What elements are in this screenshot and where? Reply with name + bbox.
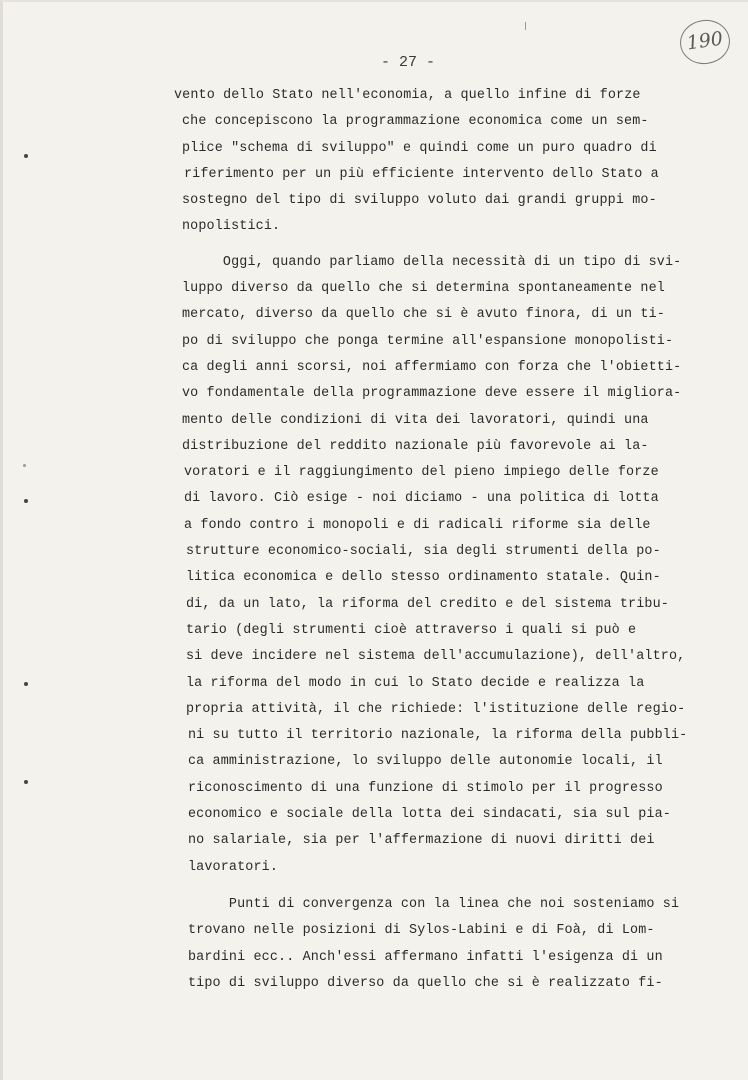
text-line: tipo di sviluppo diverso da quello che si è realizzato fi- (188, 975, 663, 991)
text-line: strutture economico-sociali, sia degli strumenti della po- (186, 544, 661, 560)
text-line: bardini ecc.. Anch'essi affermano infatti l'esigenza di un (188, 949, 663, 965)
margin-hole-mark (24, 499, 28, 503)
paragraph-1 (174, 83, 726, 241)
text-line: la riforma del modo in cui lo Stato decide e realizza la (186, 675, 645, 691)
margin-hole-mark (24, 682, 28, 686)
text-line: Oggi, quando parliamo della necessità di un tipo di svi- (182, 254, 682, 270)
text-line: trovano nelle posizioni di Sylos-Labini e di Foà, di Lom- (188, 923, 655, 939)
typewritten-body (174, 83, 726, 997)
text-line: a fondo contro i monopoli e di radicali riforme sia delle (184, 517, 651, 533)
archive-page-stamp: 190 (677, 17, 733, 68)
margin-hole-mark (24, 780, 28, 784)
text-line: luppo diverso da quello che si determina spontaneamente nel (182, 281, 665, 297)
text-line: sostegno del tipo di sviluppo voluto dai grandi gruppi mo- (182, 193, 657, 209)
text-line: vento dello Stato nell'economia, a quello infine di forze (174, 88, 641, 103)
page-number: - 27 - (381, 54, 436, 71)
margin-hole-mark (23, 464, 26, 467)
text-line: voratori e il raggiungimento del pieno impiego delle forze (184, 465, 659, 481)
text-line: che concepiscono la programmazione economica come un sem- (182, 114, 649, 130)
paragraph-2 (174, 250, 726, 881)
text-line: riferimento per un più efficiente intervento dello Stato a (184, 166, 659, 182)
text-line: mento delle condizioni di vita dei lavoratori, quindi una (182, 412, 649, 428)
text-line: Punti di convergenza con la linea che noi sosteniamo si (188, 896, 680, 912)
text-line: lavoratori. (188, 859, 279, 875)
text-line: di, da un lato, la riforma del credito e del sistema tribu- (186, 596, 669, 612)
text-line: vo fondamentale della programmazione deve essere il migliora- (182, 386, 682, 402)
text-line: distribuzione del reddito nazionale più favorevole ai la- (182, 438, 649, 454)
text-line: litica economica e dello stesso ordinamento statale. Quin- (186, 570, 661, 586)
text-line: di lavoro. Ciò esige - noi diciamo - una politica di lotta (184, 491, 659, 507)
text-line: ca degli anni scorsi, noi affermiamo con forza che l'obietti- (182, 359, 682, 375)
margin-hole-mark (24, 154, 28, 158)
paragraph-3 (174, 892, 726, 997)
text-line: nopolistici. (182, 219, 281, 235)
text-line: po di sviluppo che ponga termine all'espansione monopolisti- (182, 333, 674, 349)
text-line: plice "schema di sviluppo" e quindi come un puro quadro di (182, 140, 657, 156)
margin-tick-mark (525, 22, 526, 30)
text-line: tario (degli strumenti cioè attraverso i quali si può e (186, 622, 637, 638)
text-line: mercato, diverso da quello che si è avuto finora, di un ti- (182, 307, 665, 323)
text-line: ca amministrazione, lo sviluppo delle autonomie locali, il (188, 754, 663, 770)
text-line: ni su tutto il territorio nazionale, la riforma della pubbli- (188, 728, 688, 744)
text-line: no salariale, sia per l'affermazione di nuovi diritti dei (188, 833, 655, 849)
text-line: economico e sociale della lotta dei sindacati, sia sul pia- (188, 807, 671, 823)
text-line: si deve incidere nel sistema dell'accumulazione), dell'altro, (186, 649, 686, 665)
text-line: propria attività, il che richiede: l'istituzione delle regio- (186, 701, 686, 717)
text-line: riconoscimento di una funzione di stimolo per il progresso (188, 780, 663, 796)
